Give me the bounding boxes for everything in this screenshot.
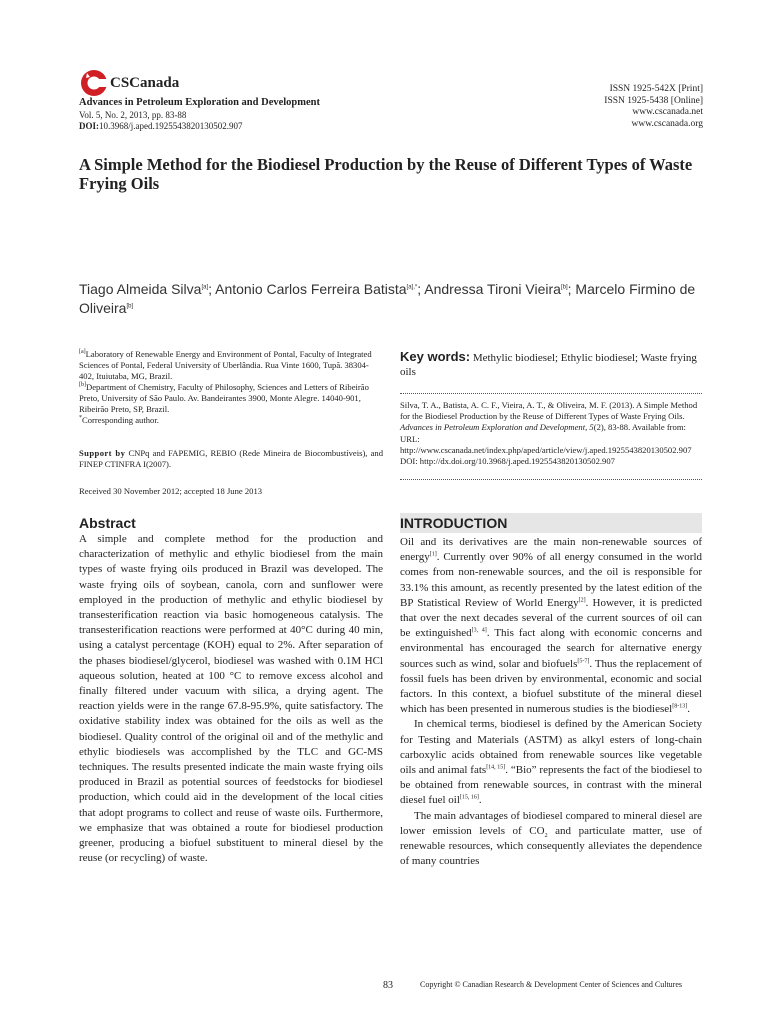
intro-paragraph-3: The main advantages of biodiesel compared to mineral diesel are lower emission levels of $CO_2$ and particulate matter, use of renewable resources, which consequently alleviates the dependence of many countries: [400, 809, 702, 868]
site-org-link[interactable]: www.cscanada.org: [631, 118, 703, 129]
corresponding-author: *Corresponding author.: [79, 415, 159, 425]
introduction-heading: INTRODUCTION: [400, 515, 508, 531]
issn-block: [604, 84, 703, 130]
received-date: Received 30 November 2012; accepted 18 June 2013: [79, 486, 263, 496]
issn-print: ISSN 1925-542X [Print]: [609, 84, 703, 94]
affiliation-a: [a]Laboratory of Renewable Energy and Environment of Pontal, Faculty of Integrated Sciences of Pontal, Federal University of Uberlândia. Rua Vinte 1600, Tupã. 38304-402, Ituiutaba, MG, Brazil.: [79, 349, 372, 381]
keywords: Key words: Methylic biodiesel; Ethylic biodiesel; Waste frying oils: [400, 349, 697, 378]
affiliations: [79, 349, 383, 426]
abstract-text: A simple and complete method for the production and characterization of methylic and ethylic biodiesel from the main types of waste frying oils produced in Brazil was developed. The waste frying oils of soybean, canola, corn and sunflower were employed in the production of methylic and ethylic biodiesel by transesterification reaction via basic homogeneous catalysis. The transesterification reactions were performed at 40°C during 40 min, using a catalyst percentage (KOH) equal to 2%. After separation of the phases biodiesel/glycerol, biodiesel was washed with 0.1M HCl aqueous solution, heated at 100 °C to remove excess alcohol and finally filtered under vacuum with silica, a drying agent. The reaction yields were in the range 67.8-95.9%, quite satisfactory. The oxidative stability index was obtained for the oils as well as the biodiesel. Quality control of the original oil and of the methylic and ethylic biodiesels was accomplished by the TLC and GC-MS techniques. The results presented indicate the main waste frying oils produced in Brazil as potential sources of feedstocks for biodiesel production, which could aid in the development of the local cities that adopt programs to collect and reuse of waste oils. Furthermore, we emphasize that was obtained a route for biodiesel production greener, producing a biofuel substituent to mineral diesel by the reuse (or recycling) of waste.: [79, 533, 383, 865]
introduction-text: [400, 535, 702, 869]
funding-support: Support by CNPq and FAPEMIG, REBIO (Rede Mineira de Biocombustíveis), and FINEP CTINFRA I(2007).: [79, 448, 383, 469]
cscanada-logo-icon: [79, 68, 109, 98]
article-title: A Simple Method for the Biodiesel Production by the Reuse of Different Types of Waste Frying Oils: [79, 155, 693, 193]
intro-paragraph-1: Oil and its derivatives are the main non-renewable sources of energy[1]. Currently over 90% of all energy consumed in the world comes from non-renewable sources, and the oil is responsible for 33.1% this amount, as recently presented by the latest edition of the BP Statistical Review of World Energy[2]. However, it is predicted that over the next decades several of the current sources of oil can be extinguished[3, 4]. This fact along with economic concerns and environmental has encouraged the search for alternative energy sources such as wind, solar and biofuels[5-7]. Thus the replacement of fossil fuels has been driven by environmental, economic and social factors. In this context, a biofuel substitute of the mineral diesel which has been presented in numerous studies is the biodiesel[8-13].: [400, 536, 703, 716]
divider: [400, 479, 702, 480]
page-number: 83: [383, 980, 393, 991]
site-net-link[interactable]: www.cscanada.net: [632, 107, 703, 117]
divider: [400, 393, 702, 394]
intro-paragraph-2: In chemical terms, biodiesel is defined by the American Society for Testing and Materials (ASTM) as alkyl esters of long-chain carboxylic acids obtained from renewable sources like vegetable oils and animal fats[14, 15]. “Bio” represents the fact of the biodiesel to be obtained from renewable sources, in contrast with the mineral diesel fuel oil[15, 16].: [400, 718, 702, 807]
author-list: Tiago Almeida Silva[a]; Antonio Carlos Ferreira Batista$^{[a],*}$; Andressa Tironi Vieira[b]; Marcelo Firmino de Oliveira[b]: [79, 281, 696, 316]
abstract-heading: Abstract: [79, 515, 136, 531]
citation-block: Silva, T. A., Batista, A. C. F., Vieira, A. T., & Oliveira, M. F. (2013). A Simple Method for the Biodiesel Production by the Reuse of Different Types of Waste Frying Oils. Advances in Petroleum Exploration and Development, 5(2), 83-88. Available from: URL: http://www.cscanada.net/index.php/aped/article/view/j.aped.1925543820130502.907 DOI: http://dx.doi.org/10.3968/j.aped.1925543820130502.907: [400, 400, 698, 467]
doi-line: DOI:10.3968/j.aped.1925543820130502.907: [79, 121, 243, 131]
issn-online: ISSN 1925-5438 [Online]: [604, 95, 703, 106]
journal-name: Advances in Petroleum Exploration and Development: [79, 97, 321, 108]
copyright-notice: Copyright © Canadian Research & Development Center of Sciences and Cultures: [420, 980, 683, 989]
volume-info: Vol. 5, No. 2, 2013, pp. 83-88: [79, 110, 187, 120]
brand-name: CSCanada: [110, 75, 180, 91]
affiliation-b: [b]Department of Chemistry, Faculty of Philosophy, Sciences and Letters of Ribeirão Preto, University of São Paulo. Av. Bandeirantes 3900, Monte Alegre. 14040-901, Ribeirão Preto, SP, Brazil.: [79, 382, 369, 414]
